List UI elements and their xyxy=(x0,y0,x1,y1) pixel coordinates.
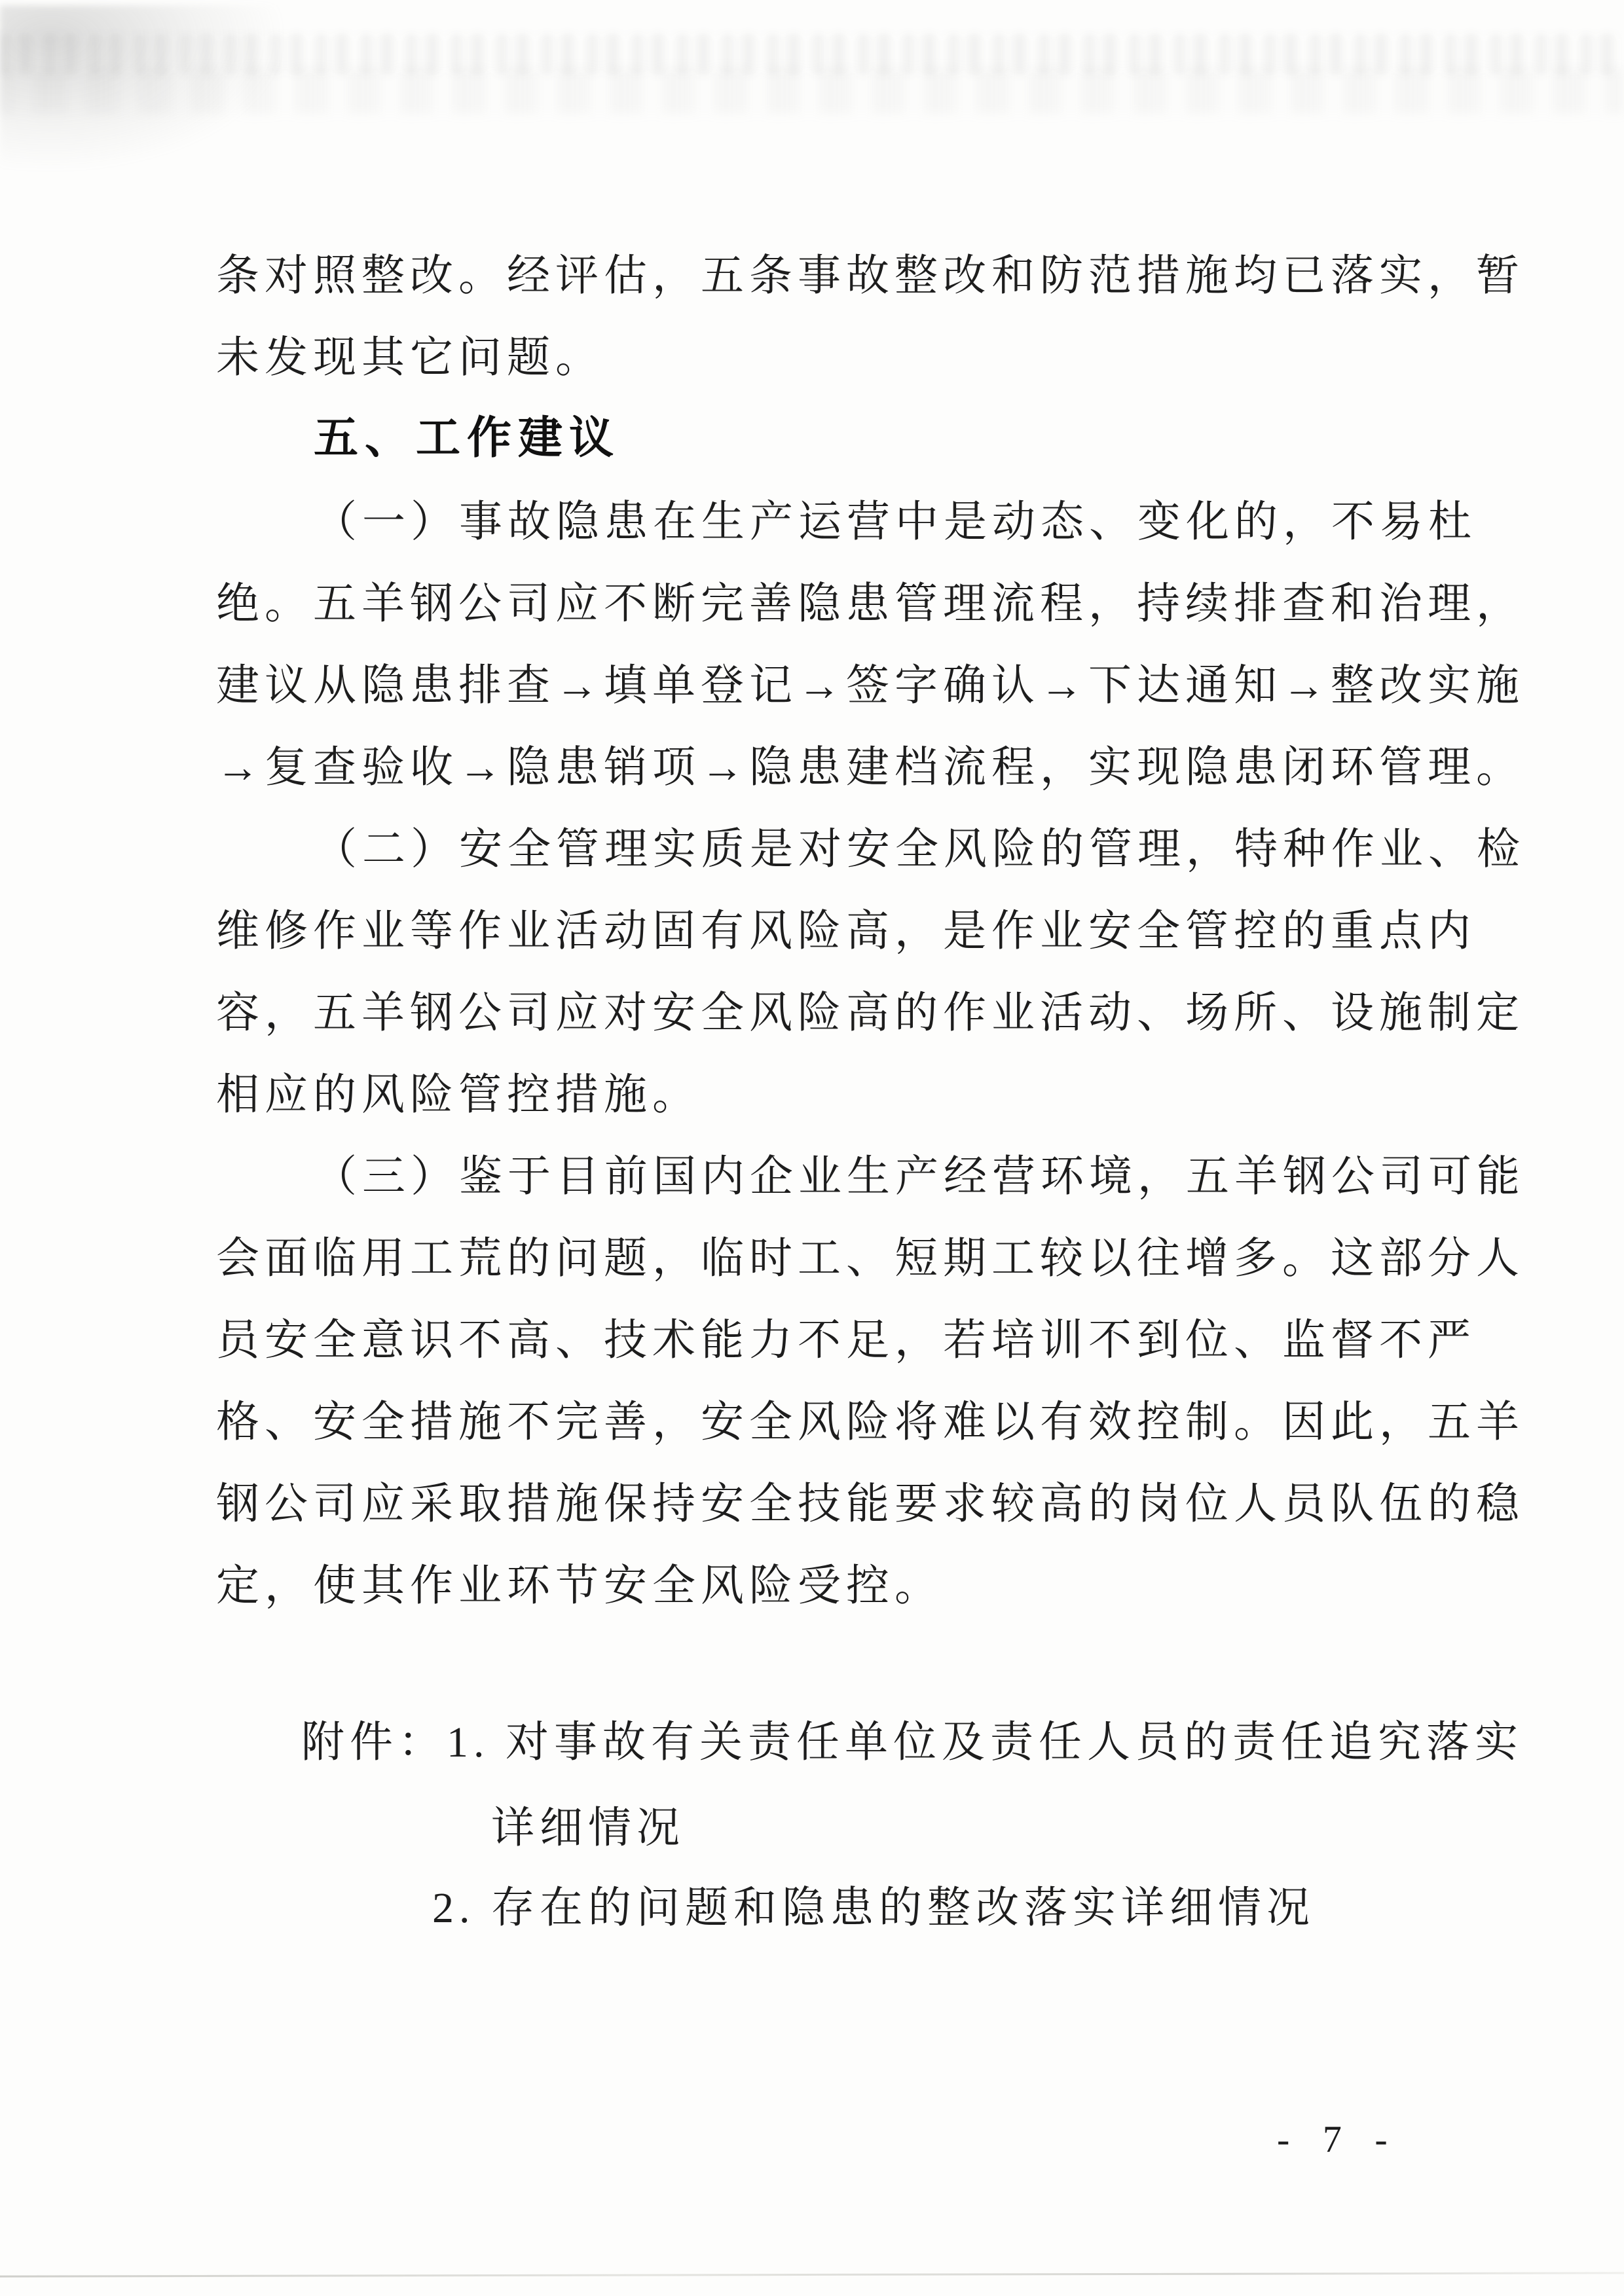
body-line: 格、安全措施不完善，安全风险将难以有效控制。因此，五羊 xyxy=(216,1398,1524,1446)
scan-smudge-corner xyxy=(0,5,282,169)
scan-edge-bottom xyxy=(0,2272,1624,2277)
body-line: 绝。五羊钢公司应不断完善隐患管理流程，持续排查和治理， xyxy=(216,580,1524,628)
body-line: 容，五羊钢公司应对安全风险高的作业活动、场所、设施制定 xyxy=(216,989,1524,1037)
attachment-line: 2. 存在的问题和隐患的整改落实详细情况 xyxy=(432,1884,1315,1932)
body-line: 未发现其它问题。 xyxy=(216,334,604,382)
body-line: 钢公司应采取措施保持安全技能要求较高的岗位人员队伍的稳 xyxy=(216,1480,1524,1528)
attachment-line: 附件：1. 对事故有关责任单位及责任人员的责任追究落实 xyxy=(301,1719,1523,1766)
body-line: 相应的风险管控措施。 xyxy=(216,1071,701,1119)
section-heading: 五、工作建议 xyxy=(314,413,621,463)
body-line: 条对照整改。经评估，五条事故整改和防范措施均已落实，暂 xyxy=(216,252,1524,300)
attachment-line-wrap: 详细情况 xyxy=(491,1804,685,1852)
body-line: （二）安全管理实质是对安全风险的管理，特种作业、检 xyxy=(314,826,1525,873)
body-line: →复查验收→隐患销项→隐患建档流程，实现隐患闭环管理。 xyxy=(216,744,1524,792)
body-line: 建议从隐患排查→填单登记→签字确认→下达通知→整改实施 xyxy=(216,662,1524,710)
body-line: （一）事故隐患在生产运营中是动态、变化的，不易杜 xyxy=(314,498,1477,546)
body-line: 维修作业等作业活动固有风险高，是作业安全管控的重点内 xyxy=(216,907,1476,955)
body-line: （三）鉴于目前国内企业生产经营环境，五羊钢公司可能 xyxy=(314,1153,1525,1201)
body-line: 定，使其作业环节安全风险受控。 xyxy=(216,1562,943,1610)
page-number: - 7 - xyxy=(1277,2118,1399,2160)
body-line: 员安全意识不高、技术能力不足，若培训不到位、监督不严 xyxy=(216,1317,1476,1364)
body-line: 会面临用工荒的问题，临时工、短期工较以往增多。这部分人 xyxy=(216,1235,1524,1283)
